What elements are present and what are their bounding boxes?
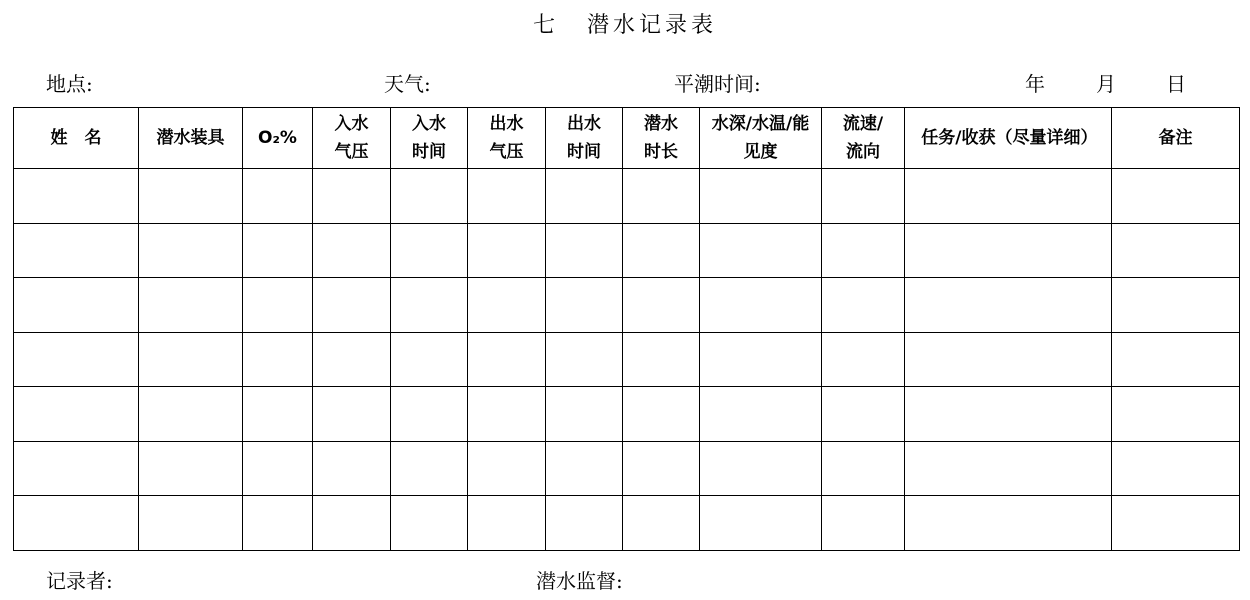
year-label: 年 — [1025, 72, 1045, 96]
table-body — [14, 169, 1240, 551]
dive-log-table — [13, 107, 1240, 551]
header-oxygen-percent: O₂% — [243, 108, 313, 169]
table-cell[interactable] — [905, 441, 1112, 496]
table-cell[interactable] — [905, 169, 1112, 224]
table-cell[interactable] — [313, 496, 391, 551]
table-cell[interactable] — [1112, 332, 1240, 387]
table-cell[interactable] — [1112, 169, 1240, 224]
table-cell[interactable] — [700, 278, 822, 333]
table-cell[interactable] — [546, 169, 623, 224]
table-cell[interactable] — [243, 387, 313, 442]
table-cell[interactable] — [822, 387, 905, 442]
table-cell[interactable] — [243, 496, 313, 551]
table-cell[interactable] — [139, 496, 243, 551]
title-text: 潜水记录表 — [587, 13, 718, 38]
table-row — [14, 496, 1240, 551]
table-cell[interactable] — [468, 278, 546, 333]
month-label: 月 — [1096, 72, 1116, 96]
table-cell[interactable] — [313, 441, 391, 496]
table-cell[interactable] — [139, 169, 243, 224]
table-cell[interactable] — [700, 169, 822, 224]
table-cell[interactable] — [1112, 441, 1240, 496]
table-cell[interactable] — [546, 496, 623, 551]
table-row — [14, 169, 1240, 224]
table-cell[interactable] — [1112, 278, 1240, 333]
table-cell[interactable] — [313, 278, 391, 333]
table-cell[interactable] — [391, 387, 468, 442]
table-cell[interactable] — [822, 332, 905, 387]
table-cell[interactable] — [546, 278, 623, 333]
table-cell[interactable] — [623, 278, 700, 333]
weather-label: 天气: — [384, 72, 431, 96]
table-cell[interactable] — [243, 441, 313, 496]
table-cell[interactable] — [468, 441, 546, 496]
table-cell[interactable] — [243, 332, 313, 387]
table-cell[interactable] — [1112, 387, 1240, 442]
table-cell[interactable] — [391, 496, 468, 551]
table-cell[interactable] — [391, 441, 468, 496]
table-cell[interactable] — [139, 223, 243, 278]
table-row — [14, 441, 1240, 496]
table-cell[interactable] — [14, 223, 139, 278]
table-cell[interactable] — [700, 441, 822, 496]
table-cell[interactable] — [700, 223, 822, 278]
table-cell[interactable] — [391, 223, 468, 278]
recorder-label: 记录者: — [46, 569, 113, 593]
header-task-findings: 任务/收获（尽量详细） — [905, 108, 1112, 169]
header-exit-pressure: 出水气压 — [468, 108, 546, 169]
table-cell[interactable] — [243, 169, 313, 224]
table-cell[interactable] — [905, 387, 1112, 442]
table-cell[interactable] — [313, 223, 391, 278]
table-cell[interactable] — [243, 223, 313, 278]
table-cell[interactable] — [623, 496, 700, 551]
table-cell[interactable] — [14, 496, 139, 551]
header-exit-time: 出水时间 — [546, 108, 623, 169]
table-cell[interactable] — [1112, 496, 1240, 551]
table-cell[interactable] — [822, 496, 905, 551]
table-cell[interactable] — [700, 332, 822, 387]
table-cell[interactable] — [14, 332, 139, 387]
table-cell[interactable] — [623, 441, 700, 496]
table-cell[interactable] — [623, 169, 700, 224]
table-cell[interactable] — [822, 169, 905, 224]
table-cell[interactable] — [14, 278, 139, 333]
table-cell[interactable] — [546, 332, 623, 387]
header-dive-gear: 潜水装具 — [139, 108, 243, 169]
dive-supervisor-label: 潜水监督: — [536, 569, 623, 593]
table-cell[interactable] — [905, 223, 1112, 278]
location-label: 地点: — [46, 72, 93, 96]
header-depth-temp-visibility: 水深/水温/能见度 — [700, 108, 822, 169]
header-remarks: 备注 — [1112, 108, 1240, 169]
table-cell[interactable] — [546, 441, 623, 496]
table-cell[interactable] — [139, 278, 243, 333]
table-cell[interactable] — [905, 278, 1112, 333]
table-cell[interactable] — [14, 387, 139, 442]
table-cell[interactable] — [1112, 223, 1240, 278]
table-cell[interactable] — [391, 169, 468, 224]
table-cell[interactable] — [700, 387, 822, 442]
tide-time-label: 平潮时间: — [674, 72, 761, 96]
day-label: 日 — [1166, 72, 1186, 96]
table-cell[interactable] — [546, 387, 623, 442]
header-name: 姓 名 — [14, 108, 139, 169]
table-cell[interactable] — [905, 332, 1112, 387]
table-cell[interactable] — [139, 332, 243, 387]
table-cell[interactable] — [468, 387, 546, 442]
table-cell[interactable] — [623, 332, 700, 387]
table-cell[interactable] — [546, 223, 623, 278]
table-cell[interactable] — [243, 278, 313, 333]
table-cell[interactable] — [700, 496, 822, 551]
table-cell[interactable] — [14, 169, 139, 224]
table-cell[interactable] — [468, 169, 546, 224]
table-cell[interactable] — [822, 223, 905, 278]
table-cell[interactable] — [313, 332, 391, 387]
table-cell[interactable] — [391, 332, 468, 387]
table-row — [14, 387, 1240, 442]
table-cell[interactable] — [313, 387, 391, 442]
header-dive-duration: 潜水时长 — [623, 108, 700, 169]
table-cell[interactable] — [14, 441, 139, 496]
table-row — [14, 332, 1240, 387]
table-cell[interactable] — [623, 387, 700, 442]
table-cell[interactable] — [139, 441, 243, 496]
title-number: 七 — [532, 13, 559, 38]
header-current-speed-direction: 流速/流向 — [822, 108, 905, 169]
page-title — [0, 8, 1250, 39]
table-cell[interactable] — [468, 223, 546, 278]
header-row — [14, 108, 1240, 169]
table-cell[interactable] — [822, 278, 905, 333]
table-cell[interactable] — [313, 169, 391, 224]
table-cell[interactable] — [468, 332, 546, 387]
table-cell[interactable] — [391, 278, 468, 333]
table-cell[interactable] — [822, 441, 905, 496]
table-cell[interactable] — [623, 223, 700, 278]
table-cell[interactable] — [468, 496, 546, 551]
header-entry-pressure: 入水气压 — [313, 108, 391, 169]
table-row — [14, 223, 1240, 278]
table-cell[interactable] — [905, 496, 1112, 551]
table-cell[interactable] — [139, 387, 243, 442]
table-row — [14, 278, 1240, 333]
header-entry-time: 入水时间 — [391, 108, 468, 169]
